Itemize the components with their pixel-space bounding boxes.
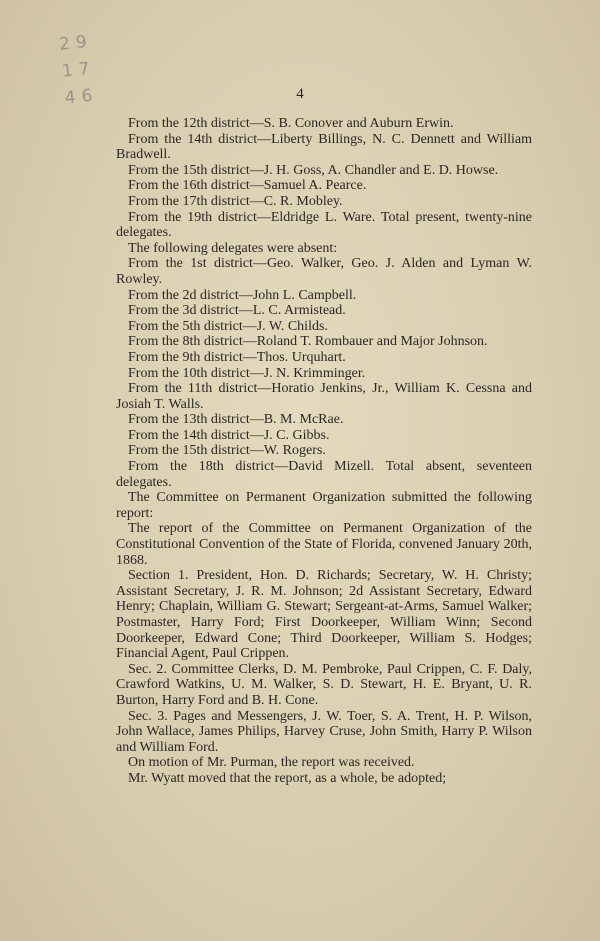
paragraph: From the 1st district—Geo. Walker, Geo. J. Alden and Lyman W. Rowley. [116,256,532,287]
paragraph: From the 14th district—J. C. Gibbs. [128,427,330,443]
margin-note: 17 [60,58,97,82]
paragraph: Section 1. President, Hon. D. Richards; Secretary, W. H. Christy; Assistant Secretary, J. R. M. Johnson; 2d Assistant Secretary, Edward Henry; Chaplain, William G. Stewart; Sergeant-at-Arms, Samuel Walker; Postmaster, Harry Ford; First Doorkeeper, William Winn; Second Doorkeeper, Edward Cone; Third Doorkeeper, William S. Hodges; Financial Agent, Paul Crippen. [116,568,532,662]
paragraph: From the 10th district—J. N. Krimminger. [128,365,366,381]
paragraph: Sec. 2. Committee Clerks, D. M. Pembroke, Paul Crippen, C. F. Daly, Crawford Watkins, U. M. Walker, S. D. Stewart, H. E. Bryant, U. R. Burton, Harry Ford and B. H. Cone. [116,661,532,708]
paragraph: From the 18th district—David Mizell. Total absent, seventeen delegates. [116,459,532,490]
paragraph: Mr. Wyatt moved that the report, as a whole, be adopted; [128,770,447,786]
body-text [116,116,532,787]
paragraph: The report of the Committee on Permanent Organization of the Constitutional Convention of the State of Florida, convened January 20th, 1868. [116,521,532,568]
paragraph: From the 13th district—B. M. McRae. [128,412,344,428]
paragraph: From the 12th district—S. B. Conover and Auburn Erwin. [128,116,454,131]
paragraph: On motion of Mr. Purman, the report was received. [128,755,415,771]
paragraph: From the 3d district—L. C. Armistead. [128,303,346,319]
paragraph: From the 8th district—Roland T. Rombauer and Major Johnson. [128,334,488,350]
page-number: 4 [296,86,304,102]
paragraph: From the 5th district—J. W. Childs. [128,318,328,334]
paragraph: From the 15th district—W. Rogers. [128,443,326,459]
paragraph: The following delegates were absent: [128,240,338,256]
paragraph: From the 11th district—Horatio Jenkins, Jr., William K. Cessna and Josiah T. Walls. [116,381,532,412]
paragraph: From the 17th district—C. R. Mobley. [128,193,343,209]
paragraph: From the 19th district—Eldridge L. Ware. Total present, twenty-nine delegates. [116,209,532,241]
paragraph: The Committee on Permanent Organization submitted the following report: [116,490,532,521]
paragraph: From the 14th district—Liberty Billings, N. C. Dennett and William Bradwell. [116,131,532,163]
paragraph: From the 15th district—J. H. Goss, A. Chandler and E. D. Howse. [128,162,499,178]
margin-note: 46 [63,85,100,109]
paragraph: From the 16th district—Samuel A. Pearce. [128,178,367,194]
paragraph: Sec. 3. Pages and Messengers, J. W. Toer, S. A. Trent, H. P. Wilson, John Wallace, James Philips, Harvey Cruse, John Smith, Harry P. Wilson and William Ford. [116,708,532,755]
paragraph: From the 2d district—John L. Campbell. [128,287,357,303]
margin-note: 29 [58,31,94,55]
paragraph: From the 9th district—Thos. Urquhart. [128,349,346,365]
